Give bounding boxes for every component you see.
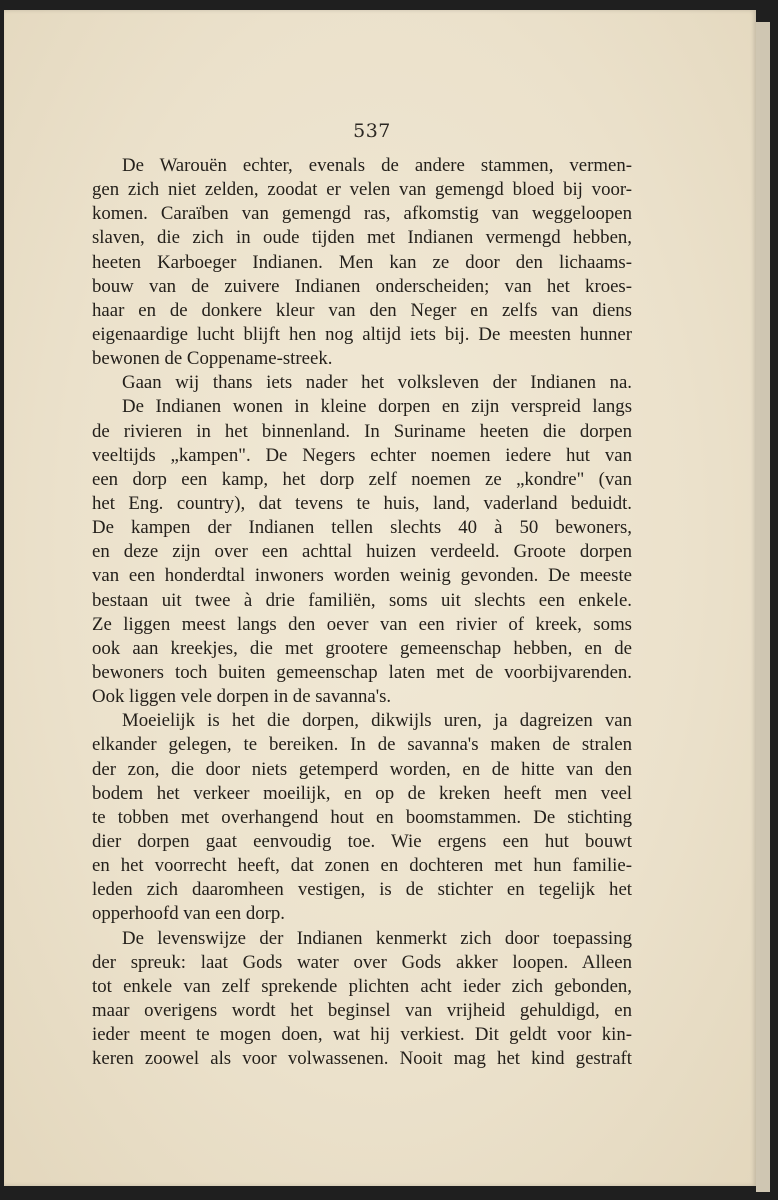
text-line: elkander gelegen, te bereiken. In de savanna's maken de stralen <box>92 734 632 756</box>
text-line: bestaan uit twee à drie familiën, soms uit slechts een enkele. <box>92 589 632 611</box>
text-line: en deze zijn over een achttal huizen verdeeld. Groote dorpen <box>92 541 632 563</box>
text-line: bodem het verkeer moeilijk, en op de kreken heeft men veel <box>92 782 632 804</box>
page-number: 537 <box>353 120 391 142</box>
text-line: van een honderdtal inwoners worden weinig gevonden. De meeste <box>92 565 632 587</box>
text-line: heeten Karboeger Indianen. Men kan ze door den lichaams- <box>92 251 632 273</box>
text-line: De Indianen wonen in kleine dorpen en zijn verspreid langs <box>122 396 632 418</box>
text-line: eigenaardige lucht blijft hen nog altijd iets bij. De meesten hunner <box>92 323 632 345</box>
text-line: leden zich daaromheen vestigen, is de stichter en tegelijk het <box>92 879 632 901</box>
text-line: tot enkele van zelf sprekende plichten acht ieder zich gebonden, <box>92 975 632 997</box>
text-line: opperhoofd van een dorp. <box>92 903 285 925</box>
text-line: en het voorrecht heeft, dat zonen en dochteren met hun familie- <box>92 855 632 877</box>
text-line: der spreuk: laat Gods water over Gods akker loopen. Alleen <box>92 951 632 973</box>
text-line: te tobben met overhangend hout en boomstammen. De stichting <box>92 806 632 828</box>
text-line: bouw van de zuivere Indianen onderscheiden; van het kroes- <box>92 275 632 297</box>
text-line: Moeielijk is het die dorpen, dikwijls uren, ja dagreizen van <box>122 710 632 732</box>
text-line: een dorp een kamp, het dorp zelf noemen ze „kondre" (van <box>92 468 632 490</box>
book-page <box>4 10 756 1186</box>
text-line: bewonen de Coppename-streek. <box>92 348 333 370</box>
text-line: De Warouën echter, evenals de andere stammen, vermen- <box>122 155 632 176</box>
next-page-edge <box>756 22 770 1192</box>
text-line: Gaan wij thans iets nader het volksleven der Indianen na. <box>122 372 632 394</box>
text-line: ook aan kreekjes, die met grootere gemeenschap hebben, en de <box>92 637 632 659</box>
text-line: bewoners toch buiten gemeenschap laten met de voorbijvarenden. <box>92 661 632 683</box>
text-line: De kampen der Indianen tellen slechts 40 à 50 bewoners, <box>92 517 632 539</box>
text-line: dier dorpen gaat eenvoudig toe. Wie ergens een hut bouwt <box>92 830 632 852</box>
text-line: maar overigens wordt het beginsel van vrijheid gehuldigd, en <box>92 999 632 1021</box>
text-line: De levenswijze der Indianen kenmerkt zich door toepassing <box>122 927 632 949</box>
text-line: de rivieren in het binnenland. In Suriname heeten die dorpen <box>92 420 632 442</box>
text-line: keren zoowel als voor volwassenen. Nooit mag het kind gestraft <box>92 1048 632 1070</box>
text-line: veeltijds „kampen". De Negers echter noemen iedere hut van <box>92 444 632 466</box>
text-line: slaven, die zich in oude tijden met Indianen vermengd hebben, <box>92 227 632 249</box>
text-line: komen. Caraïben van gemengd ras, afkomstig van weggeloopen <box>92 203 632 225</box>
text-line: Ook liggen vele dorpen in de savanna's. <box>92 686 392 708</box>
text-line: het Eng. country), dat tevens te huis, land, vaderland beduidt. <box>92 492 632 514</box>
text-line: ieder meent te mogen doen, wat hij verkiest. Dit geldt voor kin- <box>92 1024 632 1046</box>
text-line: haar en de donkere kleur van den Neger en zelfs van diens <box>92 299 632 321</box>
body-text <box>92 154 632 1071</box>
text-line: Ze liggen meest langs den oever van een rivier of kreek, soms <box>92 613 632 635</box>
text-line: gen zich niet zelden, zoodat er velen van gemengd bloed bij voor- <box>92 179 632 201</box>
text-line: der zon, die door niets getemperd worden, en de hitte van den <box>92 758 632 780</box>
